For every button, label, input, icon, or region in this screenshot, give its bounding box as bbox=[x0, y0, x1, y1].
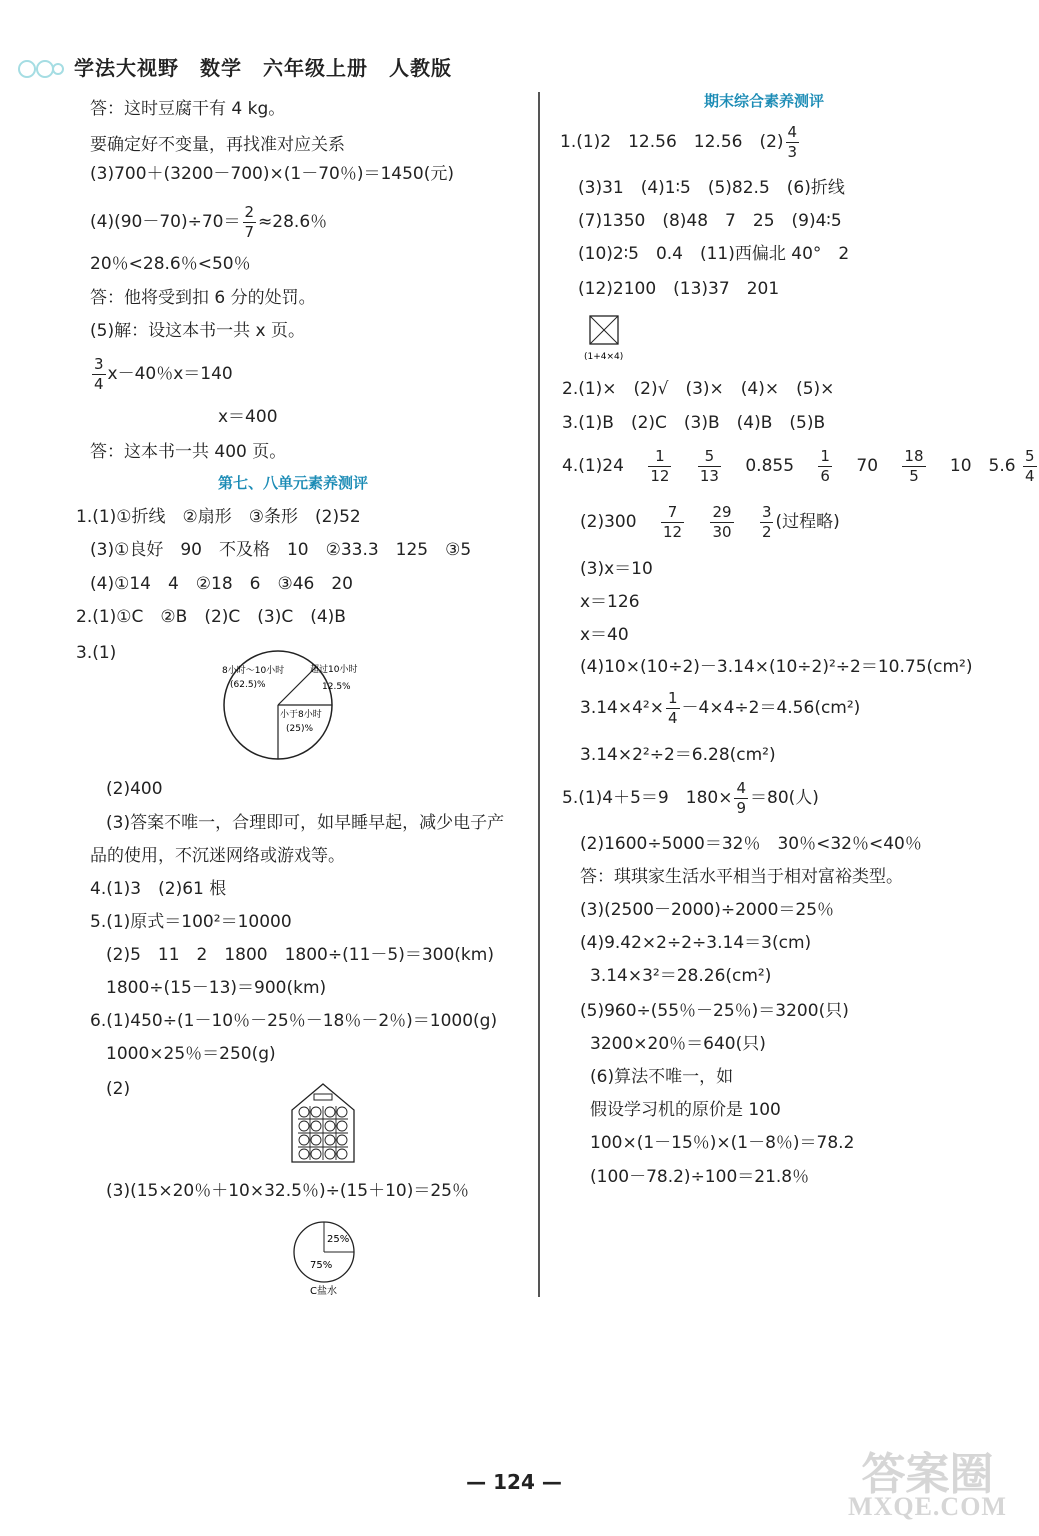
answer-line: 3.14×2²÷2＝6.28(cm²) bbox=[580, 745, 776, 765]
pie-label: 75% bbox=[310, 1260, 333, 1271]
answer-line: (4)10×(10÷2)－3.14×(10÷2)²÷2＝10.75(cm²) bbox=[580, 657, 973, 677]
sleep-pie-chart bbox=[212, 645, 358, 763]
fraction: $\frac{4}{9}$ bbox=[736, 778, 746, 817]
answer-line: (2)400 bbox=[106, 779, 163, 799]
watermark-logo: 答案圈 MXQE.COM bbox=[848, 1450, 1007, 1521]
pie-label: 25% bbox=[327, 1234, 350, 1245]
fraction: $\frac{5}{4}$ bbox=[1025, 446, 1035, 485]
answer-line: (3)x＝10 bbox=[580, 559, 653, 579]
fraction: $\frac{1}{6}$ bbox=[820, 446, 830, 485]
page-number: — 124 — bbox=[466, 1470, 562, 1494]
book-title: 学法大视野 数学 六年级上册 人教版 bbox=[74, 56, 452, 80]
section-title: 第七、八单元素养测评 bbox=[218, 474, 369, 492]
answer-line: (100－78.2)÷100＝21.8％ bbox=[590, 1167, 810, 1187]
pie-label: 超过10小时 bbox=[310, 665, 358, 675]
pie-label: (62.5)% bbox=[230, 680, 266, 690]
answer-line: (3)(15×20％＋10×32.5％)÷(15＋10)＝25％ bbox=[106, 1181, 469, 1201]
answer-line: (2) bbox=[106, 1079, 131, 1099]
answer-line: (2)300 $\frac{7}{12}$ $\frac{29}{30}$ $\frac{3}{2}$ (过程略) bbox=[580, 502, 840, 541]
answer-line: 6.(1)450÷(1－10％－25％－18％－2％)＝1000(g) bbox=[90, 1011, 498, 1031]
square-diagram-figure bbox=[580, 314, 640, 364]
fraction: $\frac{5}{13}$ bbox=[699, 446, 719, 485]
fraction: $\frac{1}{12}$ bbox=[650, 446, 670, 485]
fraction: $\frac{29}{30}$ bbox=[712, 502, 732, 541]
hint-line: 要确定好不变量，再找准对应关系 bbox=[90, 135, 345, 155]
answer-line: x＝40 bbox=[580, 625, 629, 645]
answer-line: 1.(1)2 12.56 12.56 (2) $\frac{4}{3}$ bbox=[560, 122, 798, 161]
pie-caption: C盐水 bbox=[310, 1286, 337, 1297]
answer-line: 4.(1)3 (2)61 根 bbox=[90, 879, 227, 899]
fraction: $\frac{18}{5}$ bbox=[904, 446, 924, 485]
answer-line: (3)①良好 90 不及格 10 ②33.3 125 ③5 bbox=[90, 540, 472, 560]
answer-line: (3)(2500－2000)÷2000＝25％ bbox=[580, 900, 835, 920]
section-title: 期末综合素养测评 bbox=[704, 92, 825, 110]
answer-line: 答：这时豆腐干有 4 kg。 bbox=[90, 99, 286, 119]
answer-line: 5.(1)原式＝100²＝10000 bbox=[90, 912, 292, 932]
answer-line: 答：琪琪家生活水平相当于相对富裕类型。 bbox=[580, 867, 903, 887]
header-decoration-icon bbox=[18, 58, 68, 78]
pie-label: 12.5% bbox=[322, 682, 351, 692]
answer-line: x＝126 bbox=[580, 592, 640, 612]
answer-line: 1.(1)①折线 ②扇形 ③条形 (2)52 bbox=[76, 507, 361, 527]
answer-line: 3.14×4²× $\frac{1}{4}$ －4×4÷2＝4.56(cm²) bbox=[580, 688, 861, 727]
pie-label: 小于8小时 bbox=[280, 710, 322, 720]
figure-caption: (1+4×4) bbox=[584, 352, 624, 362]
column-divider bbox=[538, 92, 540, 1297]
fraction: $\frac{4}{3}$ bbox=[787, 122, 798, 161]
fraction: $\frac{1}{4}$ bbox=[667, 688, 678, 727]
answer-line: (2)5 11 2 1800 1800÷(11－5)＝300(km) bbox=[106, 945, 494, 965]
answer-line: (3)700＋(3200－700)×(1－70％)＝1450(元) bbox=[90, 164, 454, 184]
answer-line: (10)2∶5 0.4 (11)西偏北 40° 2 bbox=[578, 244, 850, 264]
fraction: $\frac{3}{2}$ bbox=[761, 502, 772, 541]
answer-line: 1000×25％＝250(g) bbox=[106, 1044, 276, 1064]
answer-line: 2.(1)× (2)√ (3)× (4)× (5)× bbox=[562, 379, 835, 399]
house-grid-figure bbox=[290, 1082, 356, 1164]
answer-line: 100×(1－15％)×(1－8％)＝78.2 bbox=[590, 1133, 855, 1153]
answer-line: 2.(1)①C ②B (2)C (3)C (4)B bbox=[76, 607, 346, 627]
answer-line: (6)算法不唯一，如 bbox=[590, 1067, 734, 1087]
answer-line: (7)1350 (8)48 7 25 (9)4∶5 bbox=[578, 211, 842, 231]
pie-label: 8小时～10小时 bbox=[222, 666, 285, 676]
answer-line: (3)答案不唯一，合理即可，如早睡早起，减少电子产 bbox=[106, 813, 505, 833]
answer-line: 品的使用，不沉迷网络或游戏等。 bbox=[90, 846, 345, 866]
answer-line: (12)2100 (13)37 201 bbox=[578, 279, 780, 299]
answer-line: 1800÷(15－13)＝900(km) bbox=[106, 978, 327, 998]
answer-line: x＝400 bbox=[218, 407, 278, 427]
fraction: $\frac{7}{12}$ bbox=[662, 502, 683, 541]
answer-line: (5)960÷(55％－25％)＝3200(只) bbox=[580, 1001, 849, 1021]
answer-line: (4)①14 4 ②18 6 ③46 20 bbox=[90, 574, 353, 594]
answer-line: (4)9.42×2÷2÷3.14＝3(cm) bbox=[580, 933, 812, 953]
answer-line: 答：这本书一共 400 页。 bbox=[90, 442, 287, 462]
answer-line: 20％<28.6％<50％ bbox=[90, 254, 251, 274]
answer-line: $\frac{3}{4}$ x－40％x＝140 bbox=[94, 354, 233, 393]
answer-line: 3.14×3²＝28.26(cm²) bbox=[590, 966, 772, 986]
answer-line: 3.(1)B (2)C (3)B (4)B (5)B bbox=[562, 413, 826, 433]
answer-line: 5.(1)4＋5＝9 180× $\frac{4}{9}$ ＝80(人) bbox=[562, 778, 819, 817]
answer-line: (5)解：设这本书一共 x 页。 bbox=[90, 321, 305, 341]
salt-water-pie-chart bbox=[290, 1220, 360, 1298]
answer-line: (2)1600÷5000＝32％ 30％<32％<40％ bbox=[580, 834, 922, 854]
answer-line: 假设学习机的原价是 100 bbox=[590, 1100, 781, 1120]
answer-line: 答：他将受到扣 6 分的处罚。 bbox=[90, 288, 316, 308]
answer-line: 4.(1)24 $\frac{1}{12}$ $\frac{5}{13}$ 0.855 $\frac{1}{6}$ 70 $\frac{18}{5}$ 10 5.6 $\frac{5}{4}$ bbox=[562, 446, 1035, 485]
answer-line: 3200×20％＝640(只) bbox=[590, 1034, 766, 1054]
answer-line: 3.(1) bbox=[76, 643, 117, 663]
pie-label: (25)% bbox=[286, 724, 314, 734]
fraction: $\frac{3}{4}$ bbox=[94, 354, 104, 393]
fraction: $\frac{2}{7}$ bbox=[244, 202, 255, 241]
answer-line: (3)31 (4)1∶5 (5)82.5 (6)折线 bbox=[578, 178, 845, 198]
answer-line: (4)(90－70)÷70＝ $\frac{2}{7}$ ≈28.6％ bbox=[90, 202, 328, 241]
